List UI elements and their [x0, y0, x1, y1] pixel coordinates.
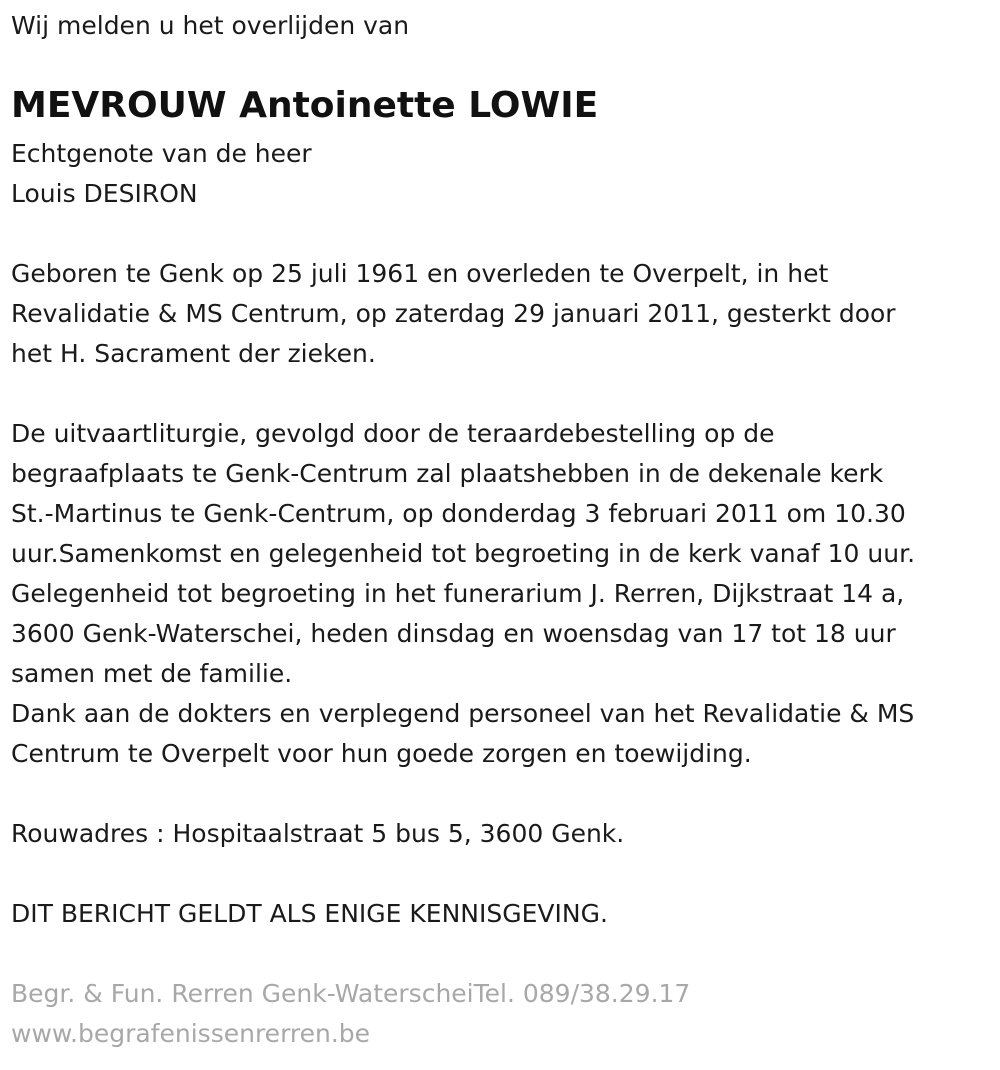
- funeral-home-contact: Begr. & Fun. Rerren Genk-WaterscheiTel. 089/38.29.17: [11, 979, 691, 1008]
- funeral-home-footer: [11, 974, 690, 1054]
- address-line: Rouwadres : Hospitaalstraat 5 bus 5, 3600 Genk.: [11, 819, 625, 848]
- birth-line: Geboren te Genk op 25 juli 1961 en overleden te Overpelt, in het: [11, 259, 829, 288]
- funeral-line: Gelegenheid tot begroeting in het funerarium J. Rerren, Dijkstraat 14 a,: [11, 579, 905, 608]
- notice-line: DIT BERICHT GELDT ALS ENIGE KENNISGEVING.: [11, 899, 608, 928]
- funeral-line: samen met de familie.: [11, 659, 293, 688]
- funeral-line: uur.Samenkomst en gelegenheid tot begroeting in de kerk vanaf 10 uur.: [11, 539, 916, 568]
- funeral-line: Dank aan de dokters en verplegend personeel van het Revalidatie & MS: [11, 699, 915, 728]
- spouse-line: Louis DESIRON: [11, 179, 198, 208]
- funeral-line: Centrum te Overpelt voor hun goede zorgen en toewijding.: [11, 739, 752, 768]
- deceased-name: MEVROUW Antoinette LOWIE: [11, 85, 599, 126]
- birth-line: Revalidatie & MS Centrum, op zaterdag 29 januari 2011, gesterkt door: [11, 299, 896, 328]
- funeral-line: St.-Martinus te Genk-Centrum, op donderdag 3 februari 2011 om 10.30: [11, 499, 906, 528]
- funeral-line: De uitvaartliturgie, gevolgd door de teraardebestelling op de: [11, 419, 775, 448]
- official-notice: [11, 894, 608, 934]
- funeral-line: begraafplaats te Genk-Centrum zal plaatshebben in de dekenale kerk: [11, 459, 884, 488]
- funeral-home-website[interactable]: www.begrafenissenrerren.be: [11, 1019, 371, 1048]
- mourning-address: [11, 814, 624, 854]
- funeral-line: 3600 Genk-Waterschei, heden dinsdag en woensdag van 17 tot 18 uur: [11, 619, 896, 648]
- spouse-line: Echtgenote van de heer: [11, 139, 312, 168]
- birth-paragraph: [11, 254, 896, 374]
- intro-text: Wij melden u het overlijden van: [11, 11, 410, 40]
- birth-line: het H. Sacrament der zieken.: [11, 339, 376, 368]
- funeral-paragraph: [11, 414, 915, 774]
- spouse-section: [11, 134, 312, 214]
